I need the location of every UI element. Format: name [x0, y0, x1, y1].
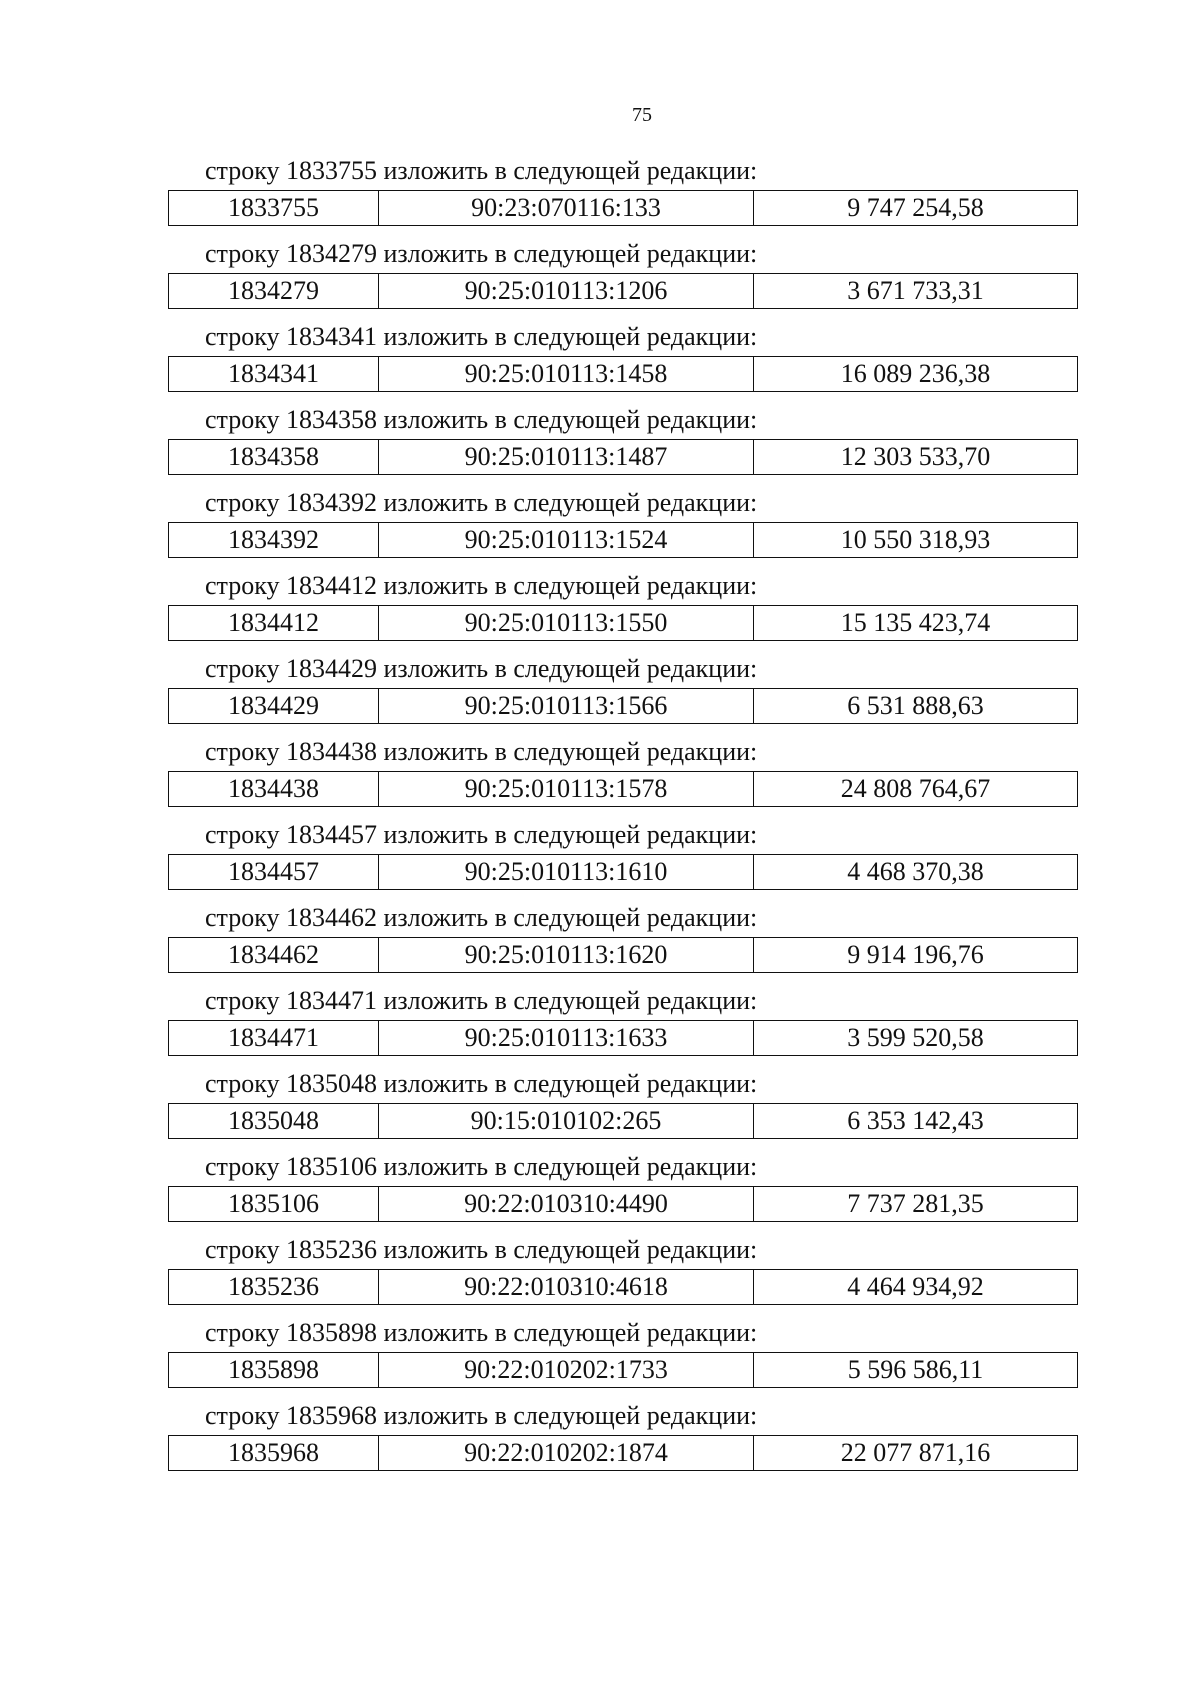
row-number-cell: 1833755 — [169, 191, 379, 225]
value-cell: 9 747 254,58 — [847, 193, 984, 222]
table-row — [168, 937, 1078, 973]
table-row — [168, 1020, 1078, 1056]
amendment-entry — [168, 899, 1078, 982]
table-row — [168, 1352, 1078, 1388]
table-row — [168, 854, 1078, 890]
amendment-list — [168, 152, 1078, 1480]
value-cell: 24 808 764,67 — [840, 774, 991, 803]
cadastral-number-cell: 90:25:010113:1578 — [379, 772, 754, 806]
amendment-intro-text: строку 1834341 изложить в следующей редакции: — [205, 322, 758, 351]
value-cell: 4 468 370,38 — [847, 857, 984, 886]
table-row — [168, 522, 1078, 558]
row-number-cell: 1834358 — [169, 440, 379, 474]
table-row — [168, 1103, 1078, 1139]
cadastral-number-cell: 90:22:010202:1733 — [379, 1353, 754, 1387]
amendment-entry — [168, 235, 1078, 318]
table-row — [168, 1435, 1078, 1471]
amendment-entry — [168, 567, 1078, 650]
row-number-cell: 1835106 — [169, 1187, 379, 1221]
cadastral-number-cell: 90:25:010113:1206 — [379, 274, 754, 308]
row-number-cell: 1834392 — [169, 523, 379, 557]
cadastral-number-cell: 90:25:010113:1633 — [379, 1021, 754, 1055]
row-number-cell: 1834279 — [169, 274, 379, 308]
row-number-cell: 1834412 — [169, 606, 379, 640]
amendment-entry — [168, 733, 1078, 816]
value-cell: 12 303 533,70 — [840, 442, 991, 471]
row-number-cell: 1834438 — [169, 772, 379, 806]
table-row — [168, 273, 1078, 309]
amendment-entry — [168, 1065, 1078, 1148]
amendment-entry — [168, 1148, 1078, 1231]
row-number-cell: 1834457 — [169, 855, 379, 889]
row-number-cell: 1834462 — [169, 938, 379, 972]
amendment-entry — [168, 401, 1078, 484]
amendment-entry — [168, 484, 1078, 567]
table-row — [168, 1186, 1078, 1222]
table-row — [168, 771, 1078, 807]
cadastral-number-cell: 90:25:010113:1487 — [379, 440, 754, 474]
value-cell: 16 089 236,38 — [840, 359, 991, 388]
row-number-cell: 1835898 — [169, 1353, 379, 1387]
amendment-intro-text: строку 1834438 изложить в следующей редакции: — [205, 737, 758, 766]
value-cell: 4 464 934,92 — [847, 1272, 984, 1301]
amendment-intro-text: строку 1835898 изложить в следующей редакции: — [205, 1318, 758, 1347]
value-cell: 6 353 142,43 — [847, 1106, 984, 1135]
table-row — [168, 605, 1078, 641]
amendment-intro-text: строку 1834412 изложить в следующей редакции: — [205, 571, 758, 600]
value-cell: 7 737 281,35 — [847, 1189, 984, 1218]
row-number-cell: 1835048 — [169, 1104, 379, 1138]
row-number-cell: 1834471 — [169, 1021, 379, 1055]
cadastral-number-cell: 90:25:010113:1524 — [379, 523, 754, 557]
row-number-cell: 1834429 — [169, 689, 379, 723]
amendment-intro-text: строку 1835968 изложить в следующей редакции: — [205, 1401, 758, 1430]
amendment-intro-text: строку 1834471 изложить в следующей редакции: — [205, 986, 758, 1015]
amendment-intro-text: строку 1834429 изложить в следующей редакции: — [205, 654, 758, 683]
amendment-intro-text: строку 1835106 изложить в следующей редакции: — [205, 1152, 758, 1181]
amendment-entry — [168, 982, 1078, 1065]
value-cell: 3 599 520,58 — [847, 1023, 984, 1052]
cadastral-number-cell: 90:25:010113:1610 — [379, 855, 754, 889]
value-cell: 5 596 586,11 — [847, 1355, 984, 1384]
value-cell: 3 671 733,31 — [847, 276, 984, 305]
value-cell: 10 550 318,93 — [840, 525, 991, 554]
value-cell: 22 077 871,16 — [840, 1438, 991, 1467]
amendment-intro-text: строку 1834358 изложить в следующей редакции: — [205, 405, 758, 434]
amendment-intro-text: строку 1834279 изложить в следующей редакции: — [205, 239, 758, 268]
value-cell: 15 135 423,74 — [840, 608, 991, 637]
amendment-entry — [168, 816, 1078, 899]
cadastral-number-cell: 90:25:010113:1458 — [379, 357, 754, 391]
amendment-intro-text: строку 1834457 изложить в следующей редакции: — [205, 820, 758, 849]
amendment-entry — [168, 318, 1078, 401]
amendment-entry — [168, 1231, 1078, 1314]
table-row — [168, 1269, 1078, 1305]
amendment-entry — [168, 1314, 1078, 1397]
amendment-entry — [168, 152, 1078, 235]
page-number: 75 — [632, 104, 652, 126]
amendment-intro-text: строку 1834462 изложить в следующей редакции: — [205, 903, 758, 932]
value-cell: 6 531 888,63 — [847, 691, 984, 720]
table-row — [168, 356, 1078, 392]
cadastral-number-cell: 90:25:010113:1566 — [379, 689, 754, 723]
table-row — [168, 688, 1078, 724]
cadastral-number-cell: 90:15:010102:265 — [379, 1104, 754, 1138]
cadastral-number-cell: 90:22:010310:4618 — [379, 1270, 754, 1304]
cadastral-number-cell: 90:25:010113:1550 — [379, 606, 754, 640]
amendment-entry — [168, 1397, 1078, 1480]
table-row — [168, 439, 1078, 475]
row-number-cell: 1835236 — [169, 1270, 379, 1304]
table-row — [168, 190, 1078, 226]
amendment-entry — [168, 650, 1078, 733]
row-number-cell: 1835968 — [169, 1436, 379, 1470]
value-cell: 9 914 196,76 — [847, 940, 984, 969]
amendment-intro-text: строку 1835236 изложить в следующей редакции: — [205, 1235, 758, 1264]
row-number-cell: 1834341 — [169, 357, 379, 391]
cadastral-number-cell: 90:22:010310:4490 — [379, 1187, 754, 1221]
cadastral-number-cell: 90:23:070116:133 — [379, 191, 754, 225]
cadastral-number-cell: 90:22:010202:1874 — [379, 1436, 754, 1470]
cadastral-number-cell: 90:25:010113:1620 — [379, 938, 754, 972]
amendment-intro-text: строку 1833755 изложить в следующей редакции: — [205, 156, 758, 185]
amendment-intro-text: строку 1835048 изложить в следующей редакции: — [205, 1069, 758, 1098]
amendment-intro-text: строку 1834392 изложить в следующей редакции: — [205, 488, 758, 517]
